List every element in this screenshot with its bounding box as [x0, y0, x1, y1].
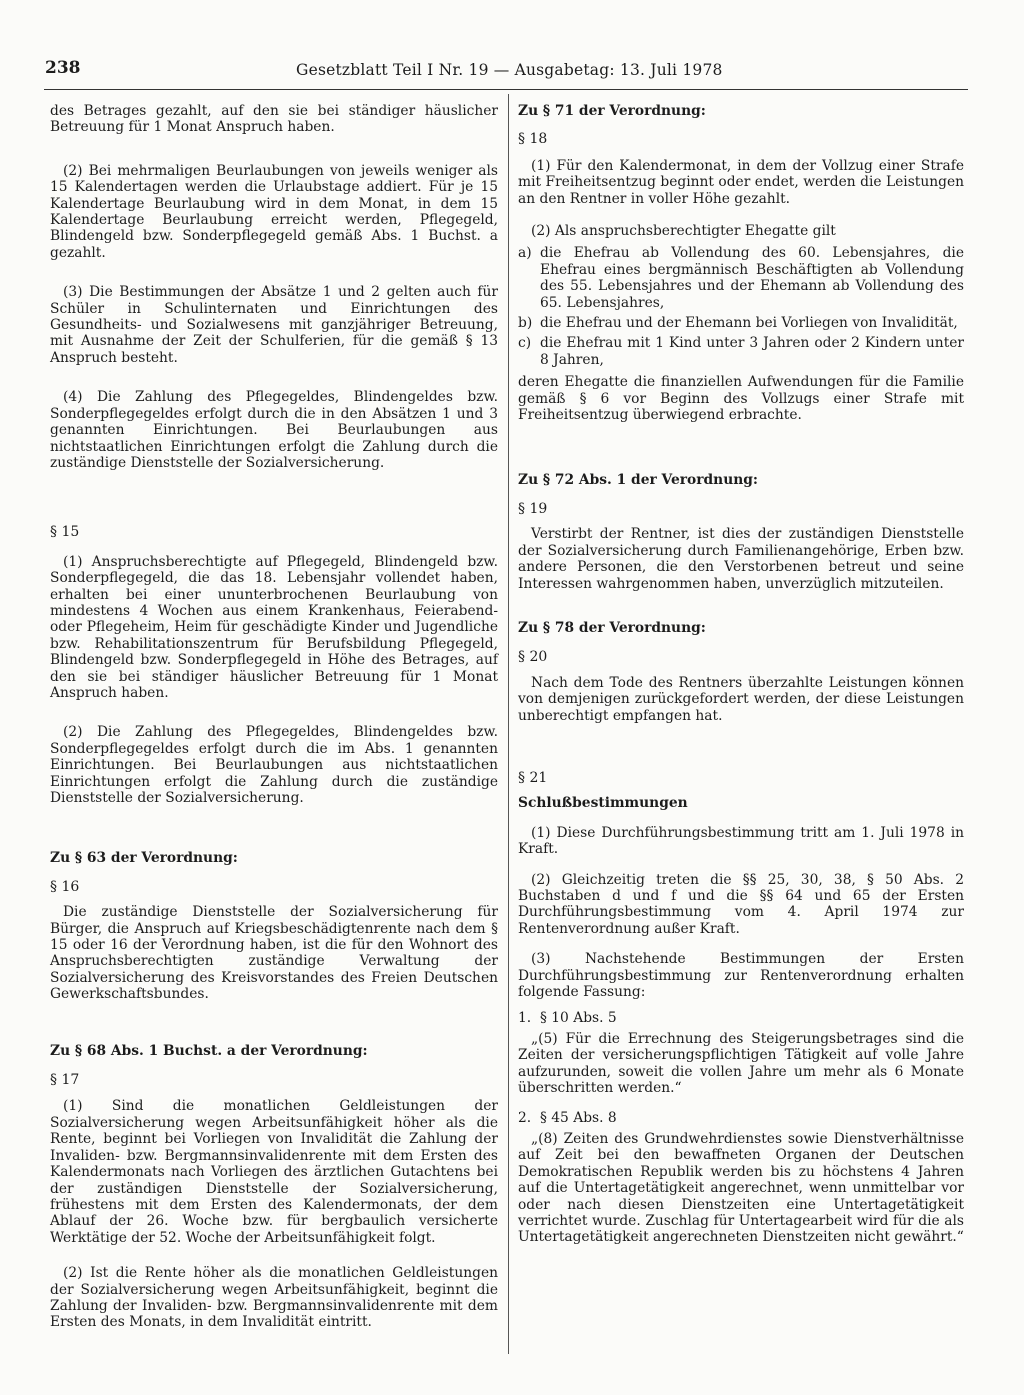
paragraph: (2) Gleichzeitig treten die §§ 25, 30, 38, § 50 Abs. 2 Buchstaben d und f und die §§ 64 und 65 der Ersten Durchführungsbestimmung vom 4. April 1974 zur Rentenverordnung außer Kraft. [518, 871, 964, 937]
paragraph: (1) Anspruchsberechtigte auf Pflegegeld, Blindengeld bzw. Sonderpflegegeld, die das 18. Lebensjahr vollendet haben, erhalten bei einer ununterbrochenen Beurlaubung von mindestens 4 Wochen aus einem Krankenhaus, Feierabend- oder Pflegeheim, Heim für geschädigte Kinder und Jugendliche bzw. Rehabilitationszentrum für Berufsbildung Pflegegeld, Blindengeld bzw. Sonderpflegegeld in Höhe des Betrages, auf den sie bei ständiger häuslicher Betreuung für 1 Monat Anspruch haben. [50, 553, 498, 701]
right-column [518, 103, 964, 1246]
paragraph: (2) Die Zahlung des Pflegegeldes, Blindengeldes bzw. Sonderpflegegeldes erfolgt durch die im Abs. 1 genannten Einrichtungen. Bei Beurlaubungen aus nichtstaatlichen Einrichtungen erfolgt die Zahlung durch die zuständige Dienststelle der Sozialversicherung. [50, 724, 498, 806]
section-title: Schlußbestimmungen [518, 795, 688, 812]
page-number: 238 [45, 58, 81, 78]
section-heading: § 19 [518, 500, 548, 517]
paragraph: (3) Nachstehende Bestimmungen der Ersten Durchführungsbestimmung zur Rentenverordnung erhalten folgende Fassung: [518, 951, 964, 1001]
list-item [518, 315, 964, 331]
header-rule [44, 89, 968, 90]
column-divider [508, 94, 509, 1354]
paragraph: Verstirbt der Rentner, ist dies der zuständigen Dienststelle der Sozialversicherung durch Familienangehörige, Erben bzw. andere Personen, die den Verstorbenen betreut und seine Interessen wahrgenommen haben, unverzüglich mitzuteilen. [518, 526, 964, 592]
left-column [50, 103, 498, 1331]
list-text: § 45 Abs. 8 [540, 1110, 617, 1127]
section-heading: § 20 [518, 649, 548, 666]
paragraph: des Betrages gezahlt, auf den sie bei ständiger häuslicher Betreuung für 1 Monat Anspruch haben. [50, 103, 498, 136]
section-heading: § 15 [50, 524, 80, 541]
quoted-provision: „(8) Zeiten des Grundwehrdienstes sowie Dienstverhältnisse auf Zeit bei den bewaffneten Organen der Deutschen Demokratischen Republik werden bis zu höchstens 4 Jahren auf die Untertagetätigkeit angerechnet, wenn unmittelbar vor oder nach diesen Dienstzeiten eine Untertagetätigkeit verrichtet wurde. Zuschlag für Untertagearbeit wird für die als Untertagetätigkeit angerechneten Dienstzeiten nicht gewährt.“ [518, 1130, 964, 1246]
regulation-reference-heading: Zu § 63 der Verordnung: [50, 850, 238, 867]
paragraph: Nach dem Tode des Rentners überzahlte Leistungen können von demjenigen zurückgefordert werden, der diese Leistungen unberechtigt empfangen hat. [518, 674, 964, 724]
list-item [518, 245, 964, 311]
list-text: die Ehefrau und der Ehemann bei Vorliegen von Invalidität, [540, 315, 958, 332]
paragraph: (2) Ist die Rente höher als die monatlichen Geldleistungen der Sozialversicherung wegen Arbeitsunfähigkeit, beginnt die Zahlung der Invaliden- bzw. Bergmannsinvalidenrente mit dem Ersten des Monats, in dem Invalidität eintritt. [50, 1265, 498, 1331]
paragraph: (1) Sind die monatlichen Geldleistungen der Sozialversicherung wegen Arbeitsunfähigkeit höher als die Rente, beginnt bei Vorliegen von Invalidität die Zahlung der Invaliden- bzw. Bergmannsinvalidenrente mit dem Ersten des Kalendermonats nach Vorliegen des ärztlichen Gutachtens bei der zuständigen Dienststelle der Sozialversicherung, frühestens mit dem Ersten des Kalendermonats, der dem Ablauf der 26. Woche bzw. für bergbaulich versicherte Werktätige der 52. Woche der Arbeitsunfähigkeit folgt. [50, 1098, 498, 1246]
list-text: die Ehefrau ab Vollendung des 60. Lebensjahres, die Ehefrau eines bergmännisch Beschäftigten ab Vollendung des 55. Lebensjahres und der Ehemann ab Vollendung des 65. Lebensjahres, [540, 245, 964, 311]
section-heading: § 21 [518, 769, 548, 786]
section-heading: § 18 [518, 131, 548, 148]
quoted-provision: „(5) Für die Errechnung des Steigerungsbetrages sind die Zeiten der versicherungspflichtigen Tätigkeit auf volle Jahre aufzurunden, soweit die vollen Jahre um mehr als 6 Monate überschritten werden.“ [518, 1030, 964, 1097]
list-item [518, 335, 964, 368]
list-item [518, 1110, 964, 1126]
list-item [518, 1010, 964, 1026]
section-heading: § 17 [50, 1072, 80, 1089]
paragraph: Die zuständige Dienststelle der Sozialversicherung für Bürger, die Anspruch auf Kriegsbeschädigtenrente nach dem § 15 oder 16 der Verordnung haben, ist die für den Wohnort des Anspruchsberechtigten zuständige Verwaltung der Sozialversicherung des Kreisvorstandes des Freien Deutschen Gewerkschaftsbundes. [50, 904, 498, 1003]
list-label: c) [518, 335, 532, 352]
regulation-reference-heading: Zu § 68 Abs. 1 Buchst. a der Verordnung: [50, 1042, 368, 1059]
list-text: die Ehefrau mit 1 Kind unter 3 Jahren oder 2 Kindern unter 8 Jahren, [540, 335, 964, 368]
list-label: 2. [518, 1110, 532, 1127]
list-label: b) [518, 315, 533, 332]
paragraph: (2) Bei mehrmaligen Beurlaubungen von jeweils weniger als 15 Kalendertagen werden die Urlaubstage addiert. Für je 15 Kalendertage Beurlaubung wird in dem Monat, in dem 15 Kalendertage Beurlaubung erreicht werden, Pflegegeld, Blindengeld bzw. Sonderpflegegeld gemäß Abs. 1 Buchst. a gezahlt. [50, 162, 498, 261]
regulation-reference-heading: Zu § 72 Abs. 1 der Verordnung: [518, 471, 758, 488]
list-label: 1. [518, 1010, 532, 1027]
running-head: Gesetzblatt Teil I Nr. 19 — Ausgabetag: 13. Juli 1978 [296, 61, 723, 79]
paragraph: (2) Als anspruchsberechtigter Ehegatte gilt [531, 223, 836, 240]
regulation-reference-heading: Zu § 71 der Verordnung: [518, 103, 706, 119]
regulation-reference-heading: Zu § 78 der Verordnung: [518, 619, 706, 636]
section-heading: § 16 [50, 878, 80, 895]
paragraph: deren Ehegatte die finanziellen Aufwendungen für die Familie gemäß § 6 vor Beginn des Vollzugs einer Strafe mit Freiheitsentzug überwiegend erbrachte. [518, 374, 964, 424]
list-label: a) [518, 245, 532, 262]
paragraph: (3) Die Bestimmungen der Absätze 1 und 2 gelten auch für Schüler in Schulinternaten und Einrichtungen des Gesundheits- und Sozialwesens mit ganzjähriger Betreuung, mit Ausnahme der Zeit der Schulferien, für die gemäß § 13 Anspruch besteht. [50, 284, 498, 366]
paragraph: (1) Für den Kalendermonat, in dem der Vollzug einer Strafe mit Freiheitsentzug beginnt oder endet, werden die Leistungen an den Rentner in voller Höhe gezahlt. [518, 157, 964, 207]
paragraph: (4) Die Zahlung des Pflegegeldes, Blindengeldes bzw. Sonderpflegegeldes erfolgt durch die in den Absätzen 1 und 3 genannten Einrichtungen. Bei Beurlaubungen aus nichtstaatlichen Einrichtungen erfolgt die Zahlung durch die zuständige Dienststelle der Sozialversicherung. [50, 389, 498, 471]
paragraph: (1) Diese Durchführungsbestimmung tritt am 1. Juli 1978 in Kraft. [518, 824, 964, 858]
list-text: § 10 Abs. 5 [540, 1010, 617, 1027]
